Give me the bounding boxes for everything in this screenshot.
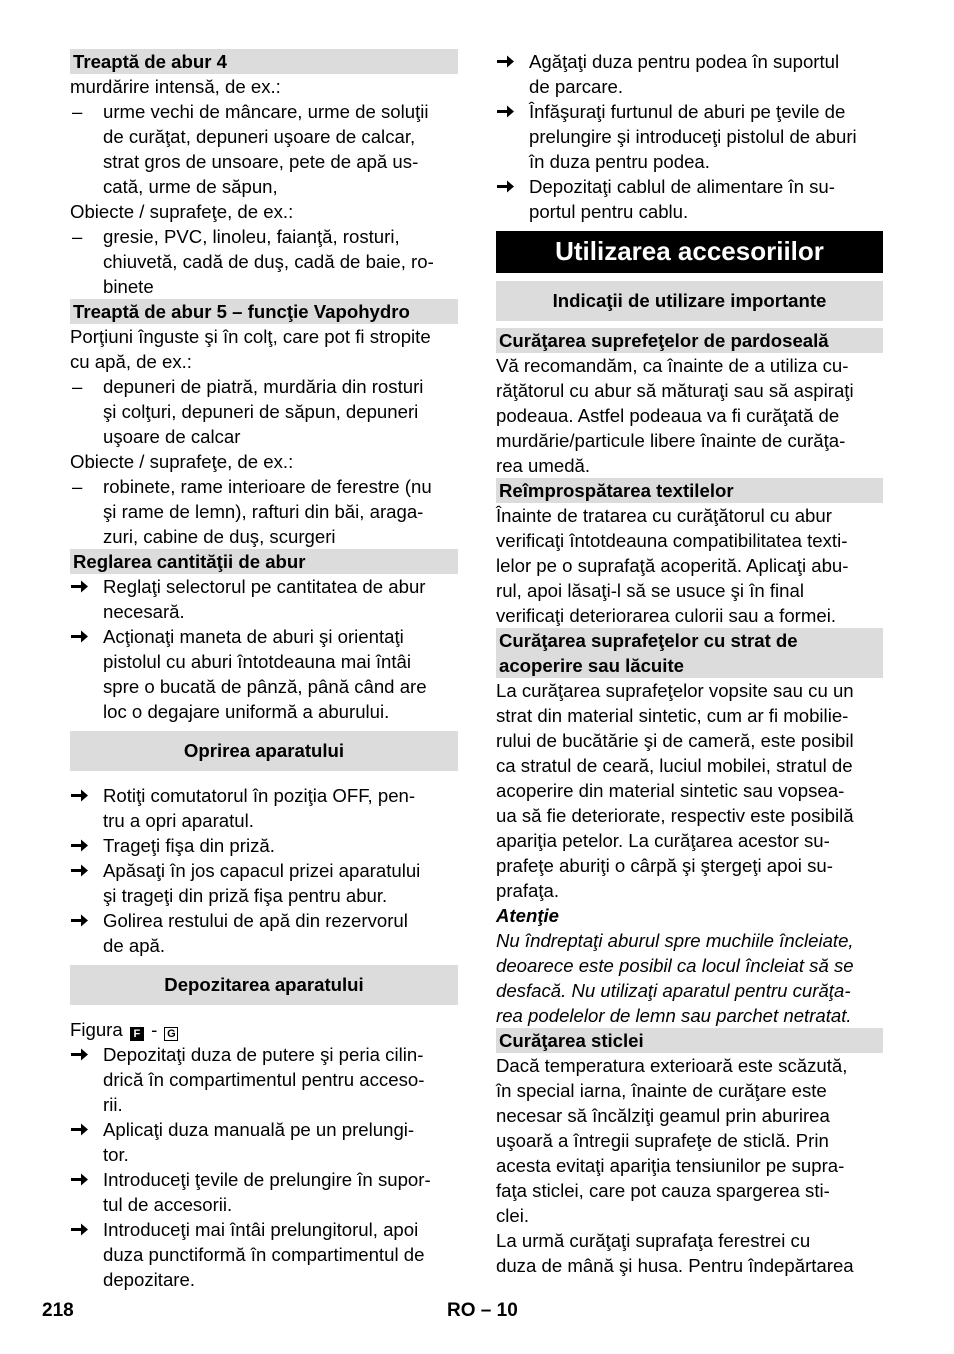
note-paragraph	[496, 928, 883, 1028]
page-number: 218	[42, 1300, 74, 1321]
text-line: şi trageţi din priză fişa pentru abur.	[103, 885, 388, 906]
item-text	[103, 1217, 458, 1292]
text-line: La curăţarea suprafeţelor vopsite sau cu un	[496, 680, 854, 701]
arrow-right-icon	[70, 908, 98, 928]
body-text: murdărire intensă, de ex.:	[70, 76, 281, 97]
instruction-step	[70, 783, 458, 833]
text-line: de apă.	[103, 935, 166, 956]
instruction-step	[70, 1167, 458, 1217]
text-line: Vă recomandăm, ca înainte de a utiliza cu-	[496, 355, 849, 376]
item-text	[103, 224, 458, 299]
item-text	[103, 574, 458, 624]
text-line: lelor pe o suprafaţă acoperită. Aplicaţi abu-	[496, 555, 849, 576]
text-line: portul pentru cablu.	[529, 201, 689, 222]
item-text	[103, 1167, 458, 1217]
body-text: Obiecte / suprafeţe, de ex.:	[70, 201, 294, 222]
right-column	[496, 49, 883, 1278]
item-text	[103, 783, 458, 833]
text-line: Introduceţi mai întâi prelungitorul, apoi	[103, 1219, 419, 1240]
text-line: Depozitaţi cablul de alimentare în su-	[529, 176, 835, 197]
arrow-right-icon	[70, 783, 98, 803]
item-text	[529, 99, 883, 174]
text-line: Golirea restului de apă din rezervorul	[103, 910, 408, 931]
text-line: clei.	[496, 1205, 530, 1226]
text-line: duza de mână şi husa. Pentru îndepărtarea	[496, 1255, 854, 1276]
dash-list-item	[70, 224, 458, 299]
instruction-step	[70, 1117, 458, 1167]
subsection-heading: Curăţarea suprefeţelor de pardoseală	[496, 328, 883, 353]
text-line: Reglaţi selectorul pe cantitatea de abur	[103, 576, 426, 597]
text-line: Aplicaţi duza manuală pe un prelungi-	[103, 1119, 415, 1140]
text-line: verificaţi deteriorarea culorii sau a formei.	[496, 605, 836, 626]
text-line: Agăţaţi duza pentru podea în suportul	[529, 51, 840, 72]
figure-label: Figura	[70, 1019, 123, 1040]
subsection-heading: Curăţarea sticlei	[496, 1028, 883, 1053]
text-line: pistolul cu aburi întotdeauna mai întâi	[103, 651, 412, 672]
item-text	[103, 858, 458, 908]
text-line: apariţia petelor. La curăţarea acestor su-	[496, 830, 830, 851]
dash-bullet: –	[72, 101, 83, 122]
item-text	[103, 624, 458, 724]
text-line: de curăţat, depuneri uşoare de calcar,	[103, 126, 416, 147]
text-line: chiuvetă, cadă de duş, cadă de baie, ro-	[103, 251, 434, 272]
subsection-heading: Treaptă de abur 5 – funcţie Vapohydro	[70, 299, 458, 324]
page-code: RO – 10	[447, 1300, 518, 1321]
text-line: cată, urme de săpun,	[103, 176, 278, 197]
text-line: zuri, cabine de duş, scurgeri	[103, 526, 336, 547]
dash-list-item	[70, 474, 458, 549]
item-text	[529, 49, 883, 99]
text-line: Introduceţi ţevile de prelungire în supor-	[103, 1169, 431, 1190]
text-line: de parcare.	[529, 76, 624, 97]
text-line: duza punctiformă în compartimentul de	[103, 1244, 425, 1265]
body-text: cu apă, de ex.:	[70, 351, 192, 372]
text-line: desfacă. Nu utilizaţi aparatul pentru curăţa-	[496, 980, 851, 1001]
text-line: prafeţe aburiţi o cârpă şi ştergeţi apoi su-	[496, 855, 833, 876]
text-line: necesară.	[103, 601, 185, 622]
text-line: drică în compartimentul pentru acceso-	[103, 1069, 425, 1090]
text-line: uşoară a întregii suprafeţe de sticlă. Prin	[496, 1130, 829, 1151]
text-line: Înainte de tratarea cu curăţătorul cu abur	[496, 505, 832, 526]
text-line: rea umedă.	[496, 455, 591, 476]
figure-f-icon: F	[130, 1027, 144, 1041]
text-line: prelungire şi introduceţi pistolul de aburi	[529, 126, 857, 147]
instruction-step	[496, 174, 883, 224]
text-line: necesar să încălziţi geamul prin aburirea	[496, 1105, 830, 1126]
text-line: rul, apoi lăsaţi-l să se usuce şi în final	[496, 580, 804, 601]
text-line: murdărie/particule libere înainte de curăţa-	[496, 430, 846, 451]
arrow-right-icon	[70, 833, 98, 853]
subsection-heading	[496, 628, 883, 678]
text-line: Apăsaţi în jos capacul prizei aparatului	[103, 860, 421, 881]
text-line: depuneri de piatră, murdăria din rosturi	[103, 376, 424, 397]
figure-separator: -	[151, 1019, 158, 1040]
text-line: podeaua. Astfel podeaua va fi curăţată de	[496, 405, 840, 426]
text-line: deoarece este posibil ca locul încleiat să se	[496, 955, 854, 976]
instruction-step	[496, 49, 883, 99]
text-line: tul de accesorii.	[103, 1194, 233, 1215]
figure-reference	[70, 1017, 458, 1042]
text-line: Acţionaţi maneta de aburi şi orientaţi	[103, 626, 404, 647]
text-line: acesta evitaţi apariţia tensiunilor pe supra-	[496, 1155, 845, 1176]
dash-list-item	[70, 374, 458, 449]
text-line: Depozitaţi duza de putere şi peria cilin-	[103, 1044, 424, 1065]
item-text	[103, 908, 458, 958]
text-line: şi rame de lemn), rafturi din băi, araga-	[103, 501, 424, 522]
dash-list-item	[70, 99, 458, 199]
text-line: La urmă curăţaţi suprafaţa ferestrei cu	[496, 1230, 811, 1251]
arrow-right-icon	[496, 49, 524, 69]
text-line: în duza pentru podea.	[529, 151, 710, 172]
subsection-heading: Treaptă de abur 4	[70, 49, 458, 74]
text-line: strat din material sintetic, cum ar fi mobilie-	[496, 705, 849, 726]
text-line: loc o degajare uniformă a aburului.	[103, 701, 390, 722]
arrow-right-icon	[70, 574, 98, 594]
instruction-step	[70, 624, 458, 724]
dash-bullet: –	[72, 376, 83, 397]
dash-bullet: –	[72, 476, 83, 497]
text-line: în special iarna, înainte de curăţare este	[496, 1080, 827, 1101]
text-line: robinete, rame interioare de ferestre (nu	[103, 476, 432, 497]
text-line: urme vechi de mâncare, urme de soluţii	[103, 101, 429, 122]
item-text	[103, 474, 458, 549]
text-line: tru a opri aparatul.	[103, 810, 254, 831]
text-line: rea podelelor de lemn sau parchet netratat.	[496, 1005, 852, 1026]
instruction-step	[70, 858, 458, 908]
subsection-heading: Reglarea cantităţii de abur	[70, 549, 458, 574]
text-line: ua să fie deteriorate, respectiv este posibilă	[496, 805, 854, 826]
arrow-right-icon	[70, 624, 98, 644]
item-text	[103, 1117, 458, 1167]
instruction-step	[70, 908, 458, 958]
arrow-right-icon	[70, 858, 98, 878]
text-line: răţătorul cu abur să măturaţi sau să aspiraţi	[496, 380, 854, 401]
section-heading: Oprirea aparatului	[70, 731, 458, 771]
paragraph	[496, 1053, 883, 1278]
text-line: rului de bucătărie şi de cameră, este posibil	[496, 730, 854, 751]
text-line: depozitare.	[103, 1269, 195, 1290]
text-line: gresie, PVC, linoleu, faianţă, rosturi,	[103, 226, 400, 247]
text-line: Nu îndreptaţi aburul spre muchiile încleiate,	[496, 930, 854, 951]
heading-line: Curăţarea suprafeţelor cu strat de	[499, 630, 798, 651]
paragraph	[496, 503, 883, 628]
instruction-step	[70, 1042, 458, 1117]
text-line: Dacă temperatura exterioară este scăzută,	[496, 1055, 848, 1076]
section-heading: Indicaţii de utilizare importante	[496, 281, 883, 321]
body-text: Porţiuni înguste şi în colţ, care pot fi stropite	[70, 326, 431, 347]
item-text	[103, 99, 458, 199]
text-line: Rotiţi comutatorul în poziţia OFF, pen-	[103, 785, 416, 806]
text-line: faţa sticlei, care pot cauza spargerea sti-	[496, 1180, 830, 1201]
text-line: strat gros de unsoare, pete de apă us-	[103, 151, 419, 172]
text-line: Înfăşuraţi furtunul de aburi pe ţevile de	[529, 101, 846, 122]
text-line: ca stratul de ceară, luciul mobilei, stratul de	[496, 755, 853, 776]
paragraph	[496, 678, 883, 903]
text-line: rii.	[103, 1094, 123, 1115]
text-line: prafaţa.	[496, 880, 560, 901]
instruction-step	[70, 574, 458, 624]
heading-line: acoperire sau lăcuite	[499, 655, 684, 676]
text-line: tor.	[103, 1144, 129, 1165]
chapter-title: Utilizarea accesoriilor	[496, 231, 883, 273]
figure-g-icon: G	[164, 1027, 178, 1041]
text-line: uşoare de calcar	[103, 426, 241, 447]
text-line: binete	[103, 276, 154, 297]
item-text	[103, 1042, 458, 1117]
section-heading: Depozitarea aparatului	[70, 965, 458, 1005]
instruction-step	[70, 1217, 458, 1292]
text-line: spre o bucată de pânză, până când are	[103, 676, 427, 697]
subsection-heading: Reîmprospătarea textilelor	[496, 478, 883, 503]
left-column	[70, 49, 458, 1292]
item-text	[529, 174, 883, 224]
arrow-right-icon	[70, 1117, 98, 1137]
arrow-right-icon	[496, 99, 524, 119]
arrow-right-icon	[496, 174, 524, 194]
item-text	[103, 374, 458, 449]
arrow-right-icon	[70, 1167, 98, 1187]
text-line: Trageţi fişa din priză.	[103, 835, 275, 856]
instruction-step	[70, 833, 458, 858]
paragraph	[496, 353, 883, 478]
body-text: Obiecte / suprafeţe, de ex.:	[70, 451, 294, 472]
note-label: Atenţie	[496, 905, 560, 926]
instruction-step	[496, 99, 883, 174]
text-line: şi colţuri, depuneri de săpun, depuneri	[103, 401, 419, 422]
item-text	[103, 833, 458, 858]
arrow-right-icon	[70, 1217, 98, 1237]
text-line: acoperire din material sintetic sau vopsea-	[496, 780, 845, 801]
arrow-right-icon	[70, 1042, 98, 1062]
dash-bullet: –	[72, 226, 83, 247]
text-line: verificaţi întotdeauna compatibilitatea texti-	[496, 530, 848, 551]
